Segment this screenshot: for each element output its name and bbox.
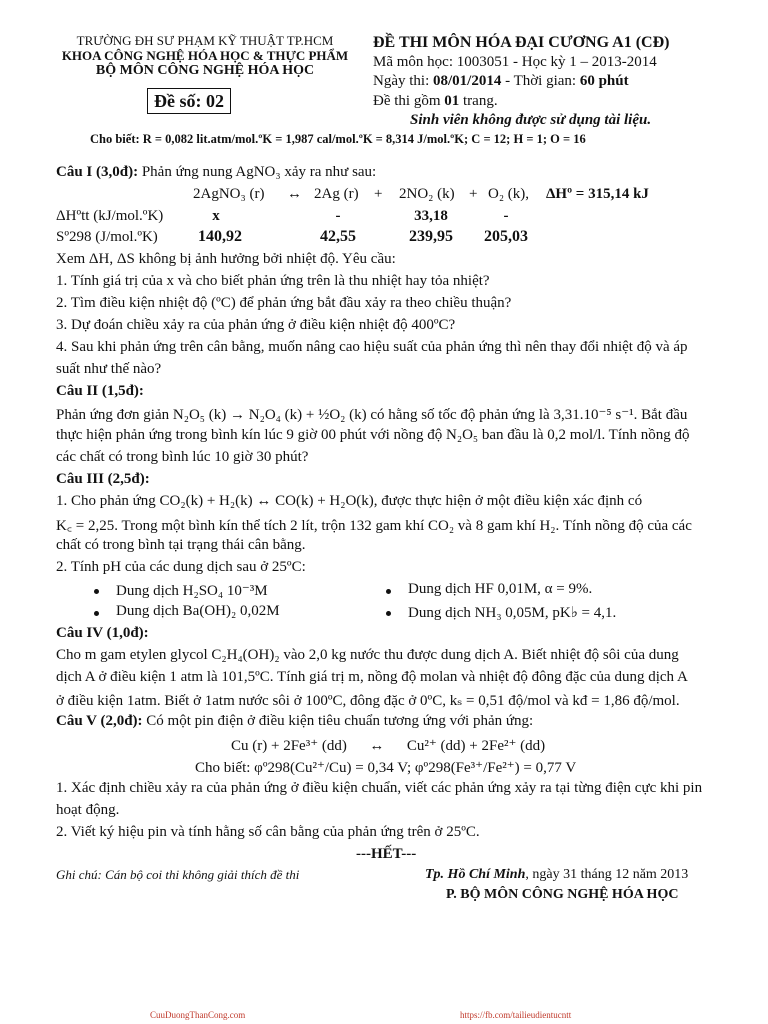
end-mark: ---HẾT--- xyxy=(356,846,417,862)
course-code: Mã môn học: 1003051 - Học kỳ 1 – 2013-2014 xyxy=(373,54,657,70)
pages-suffix: trang. xyxy=(459,93,498,109)
q4-line-3: ở điều kiện 1atm. Biết ở 1atm nước sôi ở 100ºC, đông đặc ở 0ºC, kₛ = 0,51 độ/mol và kđ = 1,86 độ/mol. xyxy=(56,693,680,709)
q1-product-o2: O₂ (k), xyxy=(488,186,530,202)
exam-title: ĐỀ THI MÔN HÓA ĐẠI CƯƠNG A1 (CĐ) xyxy=(373,34,670,51)
no-documents-note: Sinh viên không được sử dụng tài liệu. xyxy=(410,112,652,128)
q4-line-2: dịch A ở điều kiện 1 atm là 101,5ºC. Tính giá trị m, nồng độ molan và nhiệt độ đông đặc của dung dịch A xyxy=(56,669,688,685)
q1-entropy-no2: 239,95 xyxy=(409,228,453,245)
q5-reaction: Cu (r) + 2Fe³⁺ (dd) ↔ Cu²⁺ (dd) + 2Fe²⁺ (dd) xyxy=(231,738,546,754)
q5-given-potentials: Cho biết: φº298(Cu²⁺/Cu) = 0,34 V; φº298(Fe³⁺/Fe²⁺) = 0,77 V xyxy=(195,760,577,776)
q1-item-1: 1. Tính giá trị của x và cho biết phản ứng trên là thu nhiệt hay tỏa nhiệt? xyxy=(56,273,490,289)
q3-bullet-2: Dung dịch HF 0,01M, α = 9%. xyxy=(408,581,593,597)
q1-reaction-enthalpy: ΔHº = 315,14 kJ xyxy=(546,186,649,202)
school-name: TRƯỜNG ĐH SƯ PHẠM KỸ THUẬT TP.HCM xyxy=(76,33,334,48)
q1-enthalpy-o2: - xyxy=(503,208,509,224)
q1-arrow: ↔ xyxy=(287,186,302,202)
question-1-title: Câu I (3,0đ): xyxy=(56,164,139,180)
question-1-heading xyxy=(56,164,376,181)
q2-line-2: thực hiện phản ứng trong bình kín lúc 9 giờ 00 phút với nồng độ N₂O₅ ban đầu là 0,2 mol/l. Tính nồng độ xyxy=(56,427,690,443)
question-3-title: Câu III (2,5đ): xyxy=(56,471,150,487)
question-4-title: Câu IV (1,0đ): xyxy=(56,625,149,641)
q1-item-4: 4. Sau khi phản ứng trên cân bằng, muốn nâng cao hiệu suất của phản ứng thì nên thay đổi nhiệt độ và áp xyxy=(56,339,688,355)
footer-date: , ngày 31 tháng 12 năm 2013 xyxy=(525,867,689,882)
pages-label: Đề thi gồm xyxy=(373,93,445,109)
footer-place-date xyxy=(425,867,688,883)
constants-line: Cho biết: R = 0,082 lit.atm/mol.ºK = 1,987 cal/mol.ºK = 8,314 J/mol.ºK; C = 12; H = 1; O = 16 xyxy=(90,132,586,146)
exam-duration: 60 phút xyxy=(579,73,629,89)
bullet-icon xyxy=(94,589,99,594)
exam-date: 08/01/2014 xyxy=(433,73,502,89)
q1-entropy-ag: 42,55 xyxy=(320,228,356,245)
q1-entropy-agno3: 140,92 xyxy=(198,228,242,245)
source-link-right[interactable]: https://fb.com/tailieudientucntt xyxy=(460,1010,572,1020)
q1-enthalpy-agno3: x xyxy=(212,208,220,224)
q3-line-4: 2. Tính pH của các dung dịch sau ở 25ºC: xyxy=(56,559,306,575)
question-2-title: Câu II (1,5đ): xyxy=(56,383,144,399)
date-label: Ngày thi: xyxy=(373,73,433,89)
department-name: BỘ MÔN CÔNG NGHỆ HÓA HỌC xyxy=(95,63,315,78)
q3-bullet-1: Dung dịch H₂SO₄ 10⁻³M xyxy=(116,583,268,599)
bullet-icon xyxy=(386,611,391,616)
bullet-icon xyxy=(386,589,391,594)
q3-line-3: chất có trong bình tại trạng thái cân bằng. xyxy=(56,537,306,553)
q5-line-2: hoạt động. xyxy=(56,802,120,818)
footer-place: Tp. Hồ Chí Minh xyxy=(425,867,526,882)
q3-bullet-3: Dung dịch Ba(OH)₂ 0,02M xyxy=(116,603,280,619)
q5-line-1: 1. Xác định chiều xảy ra của phản ứng ở điều kiện chuẩn, viết các phản ứng xảy ra tại từng điện cực khi pin xyxy=(56,780,703,796)
q3-bullet-4: Dung dịch NH₃ 0,05M, pK♭ = 4,1. xyxy=(408,605,617,621)
bullet-icon xyxy=(94,611,99,616)
q4-line-1: Cho m gam etylen glycol C₂H₄(OH)₂ vào 2,0 kg nước thu được dung dịch A. Biết nhiệt độ sôi của dung xyxy=(56,647,679,663)
question-5-title: Câu V (2,0đ): xyxy=(56,713,143,729)
q1-plus-2: + xyxy=(469,186,478,202)
question-5-heading xyxy=(56,713,533,730)
q2-line-1: Phản ứng đơn giản N₂O₅ (k) → N₂O₄ (k) + ½O₂ (k) có hằng số tốc độ phản ứng là 3,31.10⁻⁵ s⁻¹. Bắt đầu xyxy=(56,407,688,423)
q3-line-1: 1. Cho phản ứng CO₂(k) + H₂(k) ↔ CO(k) + H₂O(k), được thực hiện ở một điều kiện xác định có xyxy=(56,493,643,509)
q3-line-2: K꜀ = 2,25. Trong một bình kín thể tích 2 lít, trộn 132 gam khí CO₂ và 8 gam khí H₂. Tính nồng độ của các xyxy=(56,518,692,534)
q1-enthalpy-ag: - xyxy=(335,208,341,224)
question-1-intro: Phản ứng nung AgNO₃ xảy ra như sau: xyxy=(138,164,377,180)
q5-line-3: 2. Viết ký hiệu pin và tính hằng số cân bằng của phản ứng trên ở 25ºC. xyxy=(56,824,480,840)
faculty-name: KHOA CÔNG NGHỆ HÓA HỌC & THỰC PHẨM xyxy=(61,48,349,63)
footer-note: Ghi chú: Cán bộ coi thi không giải thích đề thi xyxy=(56,867,300,882)
page-count-line xyxy=(373,93,498,110)
q1-product-no2: 2NO₂ (k) xyxy=(399,186,455,202)
q1-reactant: 2AgNO₃ (r) xyxy=(193,186,265,202)
q2-line-3: các chất có trong bình lúc 10 giờ 30 phút? xyxy=(56,449,309,465)
q1-entropy-o2: 205,03 xyxy=(484,228,528,245)
q1-item-4-cont: suất như thế nào? xyxy=(56,361,162,377)
question-5-intro: Có một pin điện ở điều kiện tiêu chuẩn tương ứng với phản ứng: xyxy=(142,713,534,729)
q1-assumption: Xem ΔH, ΔS không bị ảnh hưởng bởi nhiệt độ. Yêu cầu: xyxy=(56,251,396,267)
q1-enthalpy-no2: 33,18 xyxy=(414,208,448,224)
q1-item-2: 2. Tìm điều kiện nhiệt độ (ºC) để phản ứng bắt đầu xảy ra theo chiều thuận? xyxy=(56,295,512,311)
q1-product-ag: 2Ag (r) xyxy=(314,186,359,202)
q1-enthalpy-label: ΔHºtt (kJ/mol.ºK) xyxy=(56,208,164,224)
q1-item-3: 3. Dự đoán chiều xảy ra của phản ứng ở điều kiện nhiệt độ 400ºC? xyxy=(56,317,456,333)
q1-entropy-label: Sº298 (J/mol.ºK) xyxy=(56,229,158,245)
source-link-left[interactable]: CuuDuongThanCong.com xyxy=(150,1010,246,1020)
q1-plus-1: + xyxy=(374,186,383,202)
pages-count: 01 xyxy=(444,93,460,109)
exam-code: Đề số: 02 xyxy=(147,88,231,114)
time-label: - Thời gian: xyxy=(501,73,580,89)
footer-signer: P. BỘ MÔN CÔNG NGHỆ HÓA HỌC xyxy=(446,887,679,902)
exam-date-line xyxy=(373,73,629,90)
